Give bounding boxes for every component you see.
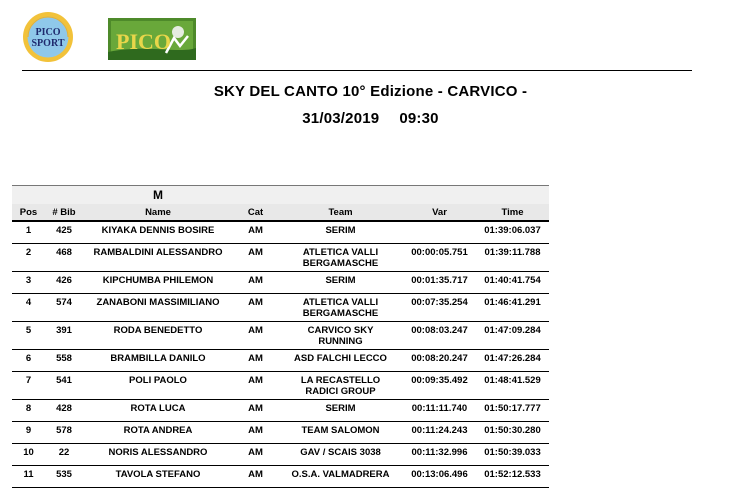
cell-pos: 5 bbox=[12, 322, 45, 350]
event-title: SKY DEL CANTO 10° Edizione - CARVICO - bbox=[213, 83, 528, 100]
cell-pos: 7 bbox=[12, 372, 45, 400]
cell-var bbox=[403, 221, 476, 244]
cell-team bbox=[278, 350, 403, 372]
cell-var: 00:13:06.496 bbox=[403, 466, 476, 488]
cell-time: 01:52:12.533 bbox=[476, 466, 549, 488]
header-divider bbox=[22, 70, 692, 71]
cell-pos: 8 bbox=[12, 400, 45, 422]
cell-bib: 535 bbox=[45, 466, 83, 488]
cell-var: 00:09:35.492 bbox=[403, 372, 476, 400]
cell-cat: AM bbox=[233, 244, 278, 272]
cell-bib: 425 bbox=[45, 221, 83, 244]
cell-pos: 2 bbox=[12, 244, 45, 272]
table-row bbox=[12, 322, 549, 350]
cell-var: 00:01:35.717 bbox=[403, 272, 476, 294]
cell-var: 00:11:11.740 bbox=[403, 400, 476, 422]
cell-team-line2: BERGAMASCHE bbox=[302, 307, 379, 319]
col-header-team: Team bbox=[278, 204, 403, 221]
cell-cat: AM bbox=[233, 372, 278, 400]
cell-team bbox=[278, 400, 403, 422]
table-row bbox=[12, 294, 549, 322]
table-row bbox=[12, 444, 549, 466]
cell-name: NORIS ALESSANDRO bbox=[83, 444, 233, 466]
cell-bib: 558 bbox=[45, 350, 83, 372]
event-date: 31/03/2019 bbox=[302, 110, 380, 127]
cell-cat: AM bbox=[233, 444, 278, 466]
cell-bib: 426 bbox=[45, 272, 83, 294]
cell-var: 00:11:32.996 bbox=[403, 444, 476, 466]
cell-var: 00:08:20.247 bbox=[403, 350, 476, 372]
cell-team-line2: RADICI GROUP bbox=[305, 385, 376, 397]
cell-team bbox=[278, 372, 403, 400]
cell-team-line1: SERIM bbox=[325, 403, 356, 414]
cell-team-line1: SERIM bbox=[325, 275, 356, 286]
cell-pos: 1 bbox=[12, 221, 45, 244]
cell-team-line1: O.S.A. VALMADRERA bbox=[291, 469, 390, 480]
cell-name: BRAMBILLA DANILO bbox=[83, 350, 233, 372]
cell-team bbox=[278, 272, 403, 294]
cell-time: 01:40:41.754 bbox=[476, 272, 549, 294]
cell-team-line1: ATLETICA VALLI bbox=[302, 297, 379, 308]
cell-bib: 574 bbox=[45, 294, 83, 322]
logo-left-line2: SPORT bbox=[31, 38, 65, 49]
cell-team-line1: CARVICO SKY bbox=[307, 325, 374, 336]
cell-team-line2: BERGAMASCHE bbox=[302, 257, 379, 269]
cell-time: 01:47:26.284 bbox=[476, 350, 549, 372]
cell-name: ROTA LUCA bbox=[83, 400, 233, 422]
event-datetime bbox=[0, 110, 741, 127]
category-group-row bbox=[12, 186, 549, 205]
column-header-row bbox=[12, 204, 549, 221]
cell-bib: 22 bbox=[45, 444, 83, 466]
cell-pos: 6 bbox=[12, 350, 45, 372]
cell-name: RAMBALDINI ALESSANDRO bbox=[83, 244, 233, 272]
cell-bib: 391 bbox=[45, 322, 83, 350]
cell-cat: AM bbox=[233, 466, 278, 488]
cell-cat: AM bbox=[233, 221, 278, 244]
cell-name: POLI PAOLO bbox=[83, 372, 233, 400]
cell-time: 01:47:09.284 bbox=[476, 322, 549, 350]
col-header-pos: Pos bbox=[12, 204, 45, 221]
cell-bib: 578 bbox=[45, 422, 83, 444]
cell-pos: 4 bbox=[12, 294, 45, 322]
cell-var: 00:08:03.247 bbox=[403, 322, 476, 350]
cell-team bbox=[278, 466, 403, 488]
cell-var: 00:07:35.254 bbox=[403, 294, 476, 322]
table-row bbox=[12, 221, 549, 244]
table-row bbox=[12, 372, 549, 400]
cell-cat: AM bbox=[233, 294, 278, 322]
table-row bbox=[12, 466, 549, 488]
pico-brand-logo bbox=[108, 18, 196, 60]
table-row bbox=[12, 272, 549, 294]
cell-bib: 428 bbox=[45, 400, 83, 422]
cell-name: TAVOLA STEFANO bbox=[83, 466, 233, 488]
cell-bib: 541 bbox=[45, 372, 83, 400]
cell-var: 00:11:24.243 bbox=[403, 422, 476, 444]
cell-team bbox=[278, 221, 403, 244]
cell-name: RODA BENEDETTO bbox=[83, 322, 233, 350]
cell-team bbox=[278, 322, 403, 350]
logo-right-text: PICO bbox=[116, 29, 171, 54]
cell-team bbox=[278, 244, 403, 272]
cell-name: ROTA ANDREA bbox=[83, 422, 233, 444]
cell-time: 01:50:39.033 bbox=[476, 444, 549, 466]
table-row bbox=[12, 244, 549, 272]
cell-pos: 11 bbox=[12, 466, 45, 488]
cell-team-line1: ASD FALCHI LECCO bbox=[294, 353, 387, 364]
cell-team-line1: SERIM bbox=[325, 225, 356, 236]
cell-team-line1: LA RECASTELLO bbox=[300, 375, 381, 386]
cell-team bbox=[278, 422, 403, 444]
cell-var: 00:00:05.751 bbox=[403, 244, 476, 272]
cell-time: 01:50:30.280 bbox=[476, 422, 549, 444]
cell-cat: AM bbox=[233, 272, 278, 294]
cell-pos: 10 bbox=[12, 444, 45, 466]
results-table bbox=[12, 185, 549, 488]
cell-team-line2: RUNNING bbox=[318, 335, 363, 347]
col-header-time: Time bbox=[476, 204, 549, 221]
cell-time: 01:39:06.037 bbox=[476, 221, 549, 244]
cell-time: 01:48:41.529 bbox=[476, 372, 549, 400]
cell-team bbox=[278, 294, 403, 322]
event-time: 09:30 bbox=[399, 110, 439, 127]
col-header-var: Var bbox=[403, 204, 476, 221]
cell-name: KIPCHUMBA PHILEMON bbox=[83, 272, 233, 294]
cell-cat: AM bbox=[233, 400, 278, 422]
cell-cat: AM bbox=[233, 350, 278, 372]
col-header-name: Name bbox=[83, 204, 233, 221]
cell-team bbox=[278, 444, 403, 466]
cell-team-line1: TEAM SALOMON bbox=[301, 425, 380, 436]
cell-bib: 468 bbox=[45, 244, 83, 272]
cell-time: 01:46:41.291 bbox=[476, 294, 549, 322]
cell-cat: AM bbox=[233, 422, 278, 444]
table-row bbox=[12, 400, 549, 422]
cell-team-line1: GAV / SCAIS 3038 bbox=[300, 447, 381, 458]
col-header-bib: # Bib bbox=[45, 204, 83, 221]
col-header-cat: Cat bbox=[233, 204, 278, 221]
cell-time: 01:50:17.777 bbox=[476, 400, 549, 422]
cell-name: ZANABONI MASSIMILIANO bbox=[83, 294, 233, 322]
logo-left-line1: PICO bbox=[35, 27, 61, 38]
category-group-label: M bbox=[83, 186, 233, 205]
table-row bbox=[12, 422, 549, 444]
cell-time: 01:39:11.788 bbox=[476, 244, 549, 272]
pico-sport-logo bbox=[22, 11, 74, 63]
cell-cat: AM bbox=[233, 322, 278, 350]
cell-team-line1: ATLETICA VALLI bbox=[302, 247, 379, 258]
cell-pos: 9 bbox=[12, 422, 45, 444]
cell-pos: 3 bbox=[12, 272, 45, 294]
cell-name: KIYAKA DENNIS BOSIRE bbox=[83, 221, 233, 244]
table-row bbox=[12, 350, 549, 372]
